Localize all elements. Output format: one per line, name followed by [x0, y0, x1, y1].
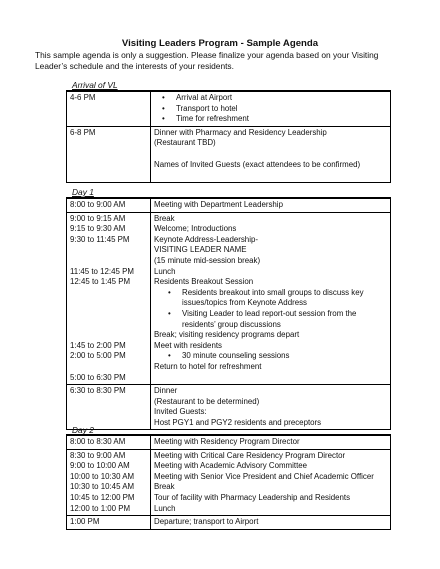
activity-line: (Restaurant to be determined) — [154, 396, 260, 406]
activity-cell: Departure; transport to Airport — [151, 516, 391, 530]
activity-cell: Meeting with Department Leadership — [151, 198, 391, 212]
time-line: 9:15 to 9:30 AM — [70, 224, 126, 234]
time-cell — [67, 212, 151, 385]
table-row — [67, 212, 391, 385]
activity-cell — [151, 212, 391, 385]
time-line: 9:00 to 10:00 AM — [70, 461, 130, 471]
activity-line: Break — [154, 213, 175, 223]
table-row — [67, 198, 391, 212]
table-row — [67, 91, 391, 126]
arrival-table — [66, 90, 391, 183]
time-line: 5:00 to 6:30 PM — [70, 372, 126, 382]
list-item: • Residents breakout into small groups to discuss key issues/topics from Keynote Address — [182, 288, 387, 309]
time-line: 9:00 to 9:15 AM — [70, 213, 126, 223]
activity-line: (15 minute mid-session break) — [154, 255, 261, 265]
activity-line: Meet with residents — [154, 340, 222, 350]
time-cell — [67, 449, 151, 516]
table-row — [67, 385, 391, 430]
activity-line: Residents Breakout Session — [154, 277, 254, 287]
activity-cell: Meeting with Residency Program Director — [151, 435, 391, 449]
time-cell: 6:30 to 8:30 PM — [67, 385, 151, 430]
time-cell: 8:00 to 9:00 AM — [67, 198, 151, 212]
activity-line: Return to hotel for refreshment — [154, 361, 262, 371]
time-line: 12:00 to 1:00 PM — [70, 503, 131, 513]
arrival-label: Arrival of VL — [72, 80, 118, 90]
list-item: • Visiting Leader to lead report-out session from the residents’ group discussions — [182, 309, 387, 330]
activity-line: Break; visiting residency programs depart — [154, 330, 300, 340]
activity-line: Dinner — [154, 386, 178, 396]
activity-cell — [151, 126, 391, 182]
table-row — [67, 449, 391, 516]
list-item: • Time for refreshment — [176, 114, 387, 125]
activity-line: Break — [154, 482, 175, 492]
time-cell: 8:00 to 8:30 AM — [67, 435, 151, 449]
activity-line: Tour of facility with Pharmacy Leadership and Residents — [154, 492, 351, 502]
activity-line: (Restaurant TBD) — [154, 138, 216, 148]
table-row — [67, 435, 391, 449]
time-line: 11:45 to 12:45 PM — [70, 266, 134, 276]
activity-line: VISITING LEADER NAME — [154, 245, 247, 255]
list-item: • 30 minute counseling sessions — [182, 351, 387, 362]
activity-cell — [151, 449, 391, 516]
activity-line: Welcome; Introductions — [154, 224, 237, 234]
time-cell: 1:00 PM — [67, 516, 151, 530]
bullet-list — [154, 93, 387, 125]
activity-line: Invited Guests: — [154, 407, 207, 417]
time-line: 10:45 to 12:00 PM — [70, 492, 135, 502]
intro-paragraph: This sample agenda is only a suggestion. Please finalize your agenda based on your Visiting Leader’s schedule and the interests of your residents. — [35, 50, 379, 71]
activity-line: Lunch — [154, 266, 176, 276]
activity-line: Keynote Address-Leadership- — [154, 234, 258, 244]
bullet-list — [154, 351, 387, 362]
activity-line: Dinner with Pharmacy and Residency Leadership — [154, 127, 327, 137]
time-cell: 4-6 PM — [67, 91, 151, 126]
table-row — [67, 126, 391, 182]
activity-line: Lunch — [154, 503, 176, 513]
day1-table — [66, 197, 391, 430]
bullet-list — [154, 288, 387, 330]
activity-line: Meeting with Academic Advisory Committee — [154, 461, 308, 471]
activity-line: Meeting with Critical Care Residency Program Director — [154, 450, 346, 460]
time-line: 10:00 to 10:30 AM — [70, 471, 135, 481]
time-line: 9:30 to 11:45 PM — [70, 234, 130, 244]
day1-label: Day 1 — [72, 187, 94, 197]
time-line: 1:45 to 2:00 PM — [70, 340, 126, 350]
day2-table — [66, 434, 391, 530]
activity-cell — [151, 91, 391, 126]
time-cell: 6-8 PM — [67, 126, 151, 182]
table-row — [67, 516, 391, 530]
time-line: 12:45 to 1:45 PM — [70, 277, 131, 287]
time-line: 2:00 to 5:00 PM — [70, 351, 126, 361]
activity-line: Host PGY1 and PGY2 residents and preceptors — [154, 417, 322, 427]
list-item: • Transport to hotel — [176, 104, 387, 115]
list-item: • Arrival at Airport — [176, 93, 387, 104]
day2-label: Day 2 — [72, 425, 94, 435]
time-line: 8:30 to 9:00 AM — [70, 450, 126, 460]
page-title: Visiting Leaders Program - Sample Agenda — [121, 38, 319, 49]
activity-line: Names of Invited Guests (exact attendees to be confirmed) — [154, 159, 361, 169]
activity-cell — [151, 385, 391, 430]
activity-line: Meeting with Senior Vice President and Chief Academic Officer — [154, 471, 374, 481]
time-line: 10:30 to 10:45 AM — [70, 482, 135, 492]
